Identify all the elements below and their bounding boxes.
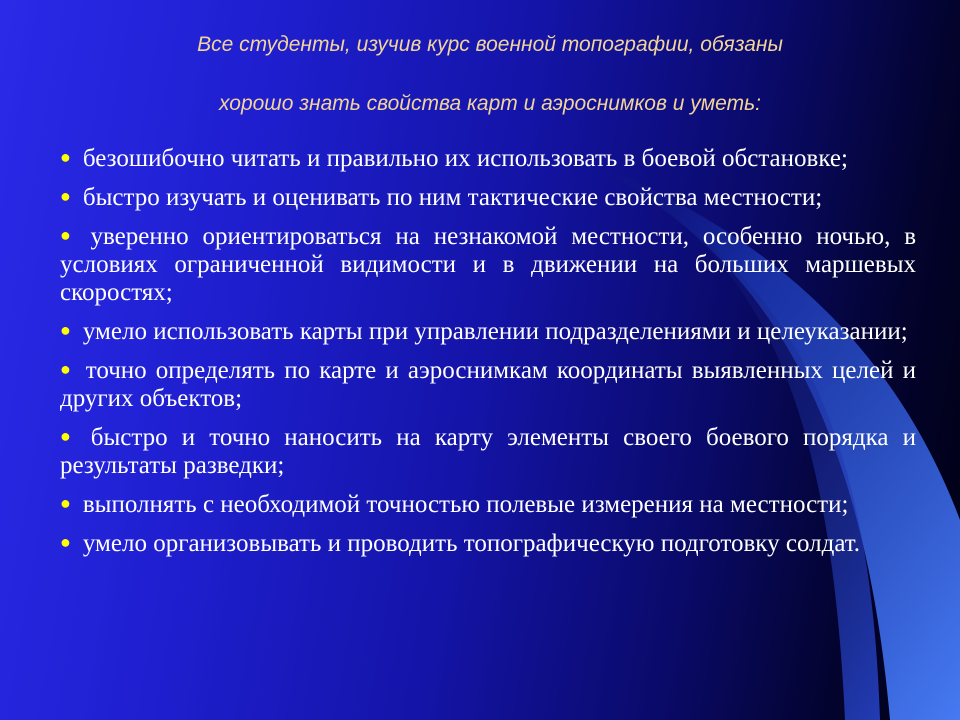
list-item [60,528,916,558]
bullet-icon: ● [60,147,71,167]
skills-list [60,143,916,567]
bullet-icon: ● [60,225,79,245]
list-item-text: быстро и точно наносить на карту элементы своего боевого порядка и результаты разведки; [60,424,916,479]
bullet-icon: ● [60,186,71,206]
bullet-icon: ● [60,320,71,340]
bullet-icon: ● [60,493,71,513]
list-item-text: безошибочно читать и правильно их использовать в боевой обстановке; [82,145,848,172]
list-item-text: умело организовывать и проводить топографическую подготовку солдат. [82,530,861,557]
list-item [60,489,916,519]
bullet-icon: ● [60,426,79,446]
bullet-icon: ● [60,532,71,552]
list-item [60,143,916,173]
list-item-text: уверенно ориентироваться на незнакомой местности, особенно ночью, в условиях ограниченной видимости и в движении на больших маршевых скоростях; [60,223,917,306]
list-item-text: выполнять с необходимой точностью полевые измерения на местности; [82,491,849,518]
heading-line-2: хорошо знать свойства карт и аэроснимков и уметь: [219,92,761,115]
heading-line-1: Все студенты, изучив курс военной топографии, обязаны [197,33,783,56]
list-item-text: точно определять по карте и аэроснимкам координаты выявленных целей и других объектов; [60,357,916,412]
list-item [60,316,916,346]
bullet-icon: ● [60,359,74,379]
list-item [60,422,916,480]
list-item-text: быстро изучать и оценивать по ним тактические свойства местности; [82,184,823,211]
list-item [60,355,916,413]
list-item [60,182,916,212]
list-item-text: умело использовать карты при управлении подразделениями и целеуказании; [82,318,908,345]
list-item [60,221,916,307]
